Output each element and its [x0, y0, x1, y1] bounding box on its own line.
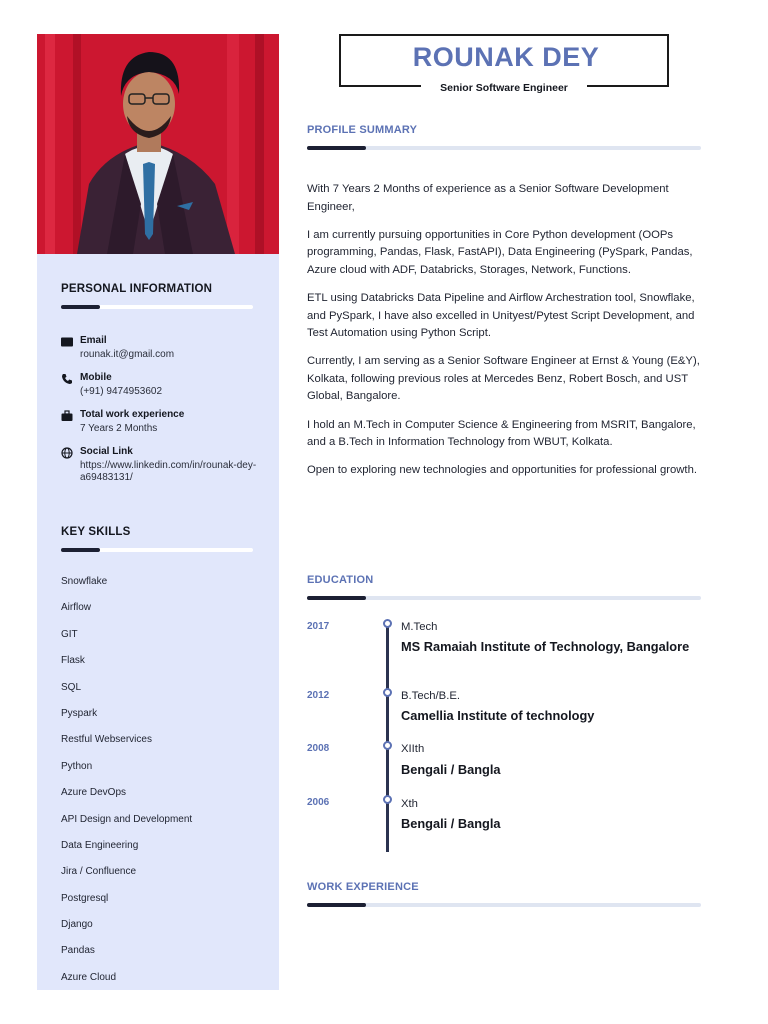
job-title: Senior Software Engineer: [440, 82, 568, 94]
personal-info-rule: [61, 305, 253, 309]
info-social-label: Social Link: [80, 446, 133, 457]
education-rule: [307, 596, 701, 600]
profile-photo-illustration: [37, 34, 279, 254]
edu-school: MS Ramaiah Institute of Technology, Bangalore: [401, 639, 690, 654]
skill-item: Python: [61, 760, 93, 772]
skill-item: GIT: [61, 628, 78, 640]
profile-photo: [37, 34, 279, 254]
edu-degree: Xth: [401, 798, 418, 810]
education-heading: EDUCATION: [307, 574, 374, 586]
candidate-name: ROUNAK DEY: [412, 42, 600, 72]
timeline-dot-icon: [383, 619, 392, 628]
info-experience-value: 7 Years 2 Months: [80, 423, 158, 434]
info-experience-label: Total work experience: [80, 409, 185, 420]
edu-year: 2017: [307, 621, 330, 632]
globe-icon: [61, 447, 73, 459]
summary-paragraph: With 7 Years 2 Months of experience as a Senior Software Development Engineer,: [307, 183, 669, 213]
skill-item: Azure DevOps: [61, 787, 127, 799]
profile-summary-rule: [307, 146, 701, 150]
timeline-dot-icon: [383, 795, 392, 804]
info-social-link[interactable]: https://www.linkedin.com/in/rounak-dey-a69483131/: [80, 460, 257, 483]
info-email-label: Email: [80, 335, 107, 346]
skill-item: API Design and Development: [61, 813, 193, 825]
edu-degree: XIIth: [401, 743, 425, 755]
edu-school: Bengali / Bangla: [401, 762, 501, 777]
skill-item: Airflow: [61, 602, 92, 614]
skill-item: Django: [61, 919, 93, 931]
info-mobile-value: (+91) 9474953602: [80, 386, 163, 397]
summary-paragraph: ETL using Databricks Data Pipeline and Airflow Archestration tool, Snowflake, and PySpark, I have also excelled in Unityest/Pytest Script Development, and Test Automation using Python Script.: [307, 291, 695, 340]
summary-paragraph: Currently, I am serving as a Senior Software Engineer at Ernst & Young (E&Y), Kolkata, following previous roles at Mercedes Benz, Robert Bosch, and UST Global, Bangalore.: [307, 355, 700, 403]
skill-item: Restful Webservices: [61, 734, 152, 746]
work-experience-heading: WORK EXPERIENCE: [307, 881, 419, 893]
skill-item: Azure Cloud: [61, 971, 117, 983]
edu-year: 2006: [307, 797, 330, 808]
email-icon: [61, 336, 73, 348]
edu-school: Camellia Institute of technology: [401, 708, 595, 723]
timeline-dot-icon: [383, 688, 392, 697]
info-mobile-label: Mobile: [80, 372, 112, 383]
skill-item: Postgresql: [61, 892, 109, 904]
timeline-dot-icon: [383, 741, 392, 750]
edu-year: 2012: [307, 690, 330, 701]
edu-degree: M.Tech: [401, 621, 438, 633]
skill-item: Pyspark: [61, 707, 98, 719]
info-email-value[interactable]: rounak.it@gmail.com: [80, 349, 175, 360]
briefcase-icon: [61, 410, 73, 422]
skill-item: SQL: [61, 681, 82, 693]
edu-school: Bengali / Bangla: [401, 816, 501, 831]
phone-icon: [61, 373, 73, 385]
skills-list: [61, 576, 192, 998]
key-skills-rule: [61, 548, 253, 552]
summary-paragraph: I am currently pursuing opportunities in Core Python development (OOPs programming, Pandas, Flask, FastAPI), Data Engineering (PySpark, Pandas, Azure cloud with ADF, Databricks, Storages, Network, Functions.: [307, 228, 693, 276]
education-timeline: [386, 624, 389, 852]
profile-summary: [307, 181, 707, 490]
personal-info-heading: PERSONAL INFORMATION: [61, 283, 213, 295]
profile-summary-heading: PROFILE SUMMARY: [307, 124, 418, 136]
sidebar: [37, 34, 279, 990]
skill-item: Flask: [61, 655, 85, 667]
skill-item: Snowflake: [61, 576, 108, 587]
summary-paragraph: I hold an M.Tech in Computer Science & Engineering from MSRIT, Bangalore, and a B.Tech in Information Technology from WBUT, Kolkata.: [307, 418, 696, 449]
key-skills-heading: KEY SKILLS: [61, 526, 131, 538]
edu-year: 2008: [307, 743, 330, 754]
skill-item: Pandas: [61, 945, 95, 957]
skill-item: Data Engineering: [61, 839, 139, 851]
edu-degree: B.Tech/B.E.: [401, 690, 461, 702]
summary-paragraph: Open to exploring new technologies and opportunities for professional growth.: [307, 464, 697, 477]
work-experience-rule: [307, 903, 701, 907]
skill-item: Jira / Confluence: [61, 866, 137, 878]
